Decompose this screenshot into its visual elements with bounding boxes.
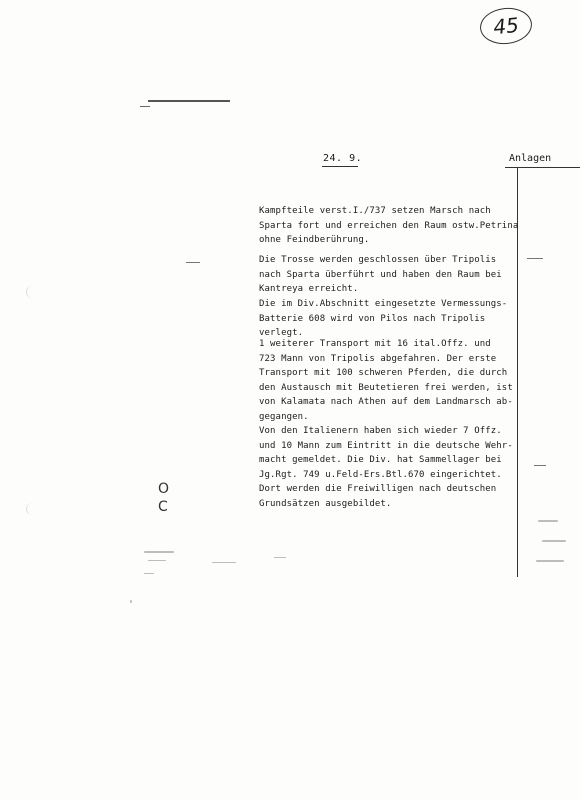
scan-speckle: [212, 562, 236, 563]
annex-column-heading: Anlagen: [509, 153, 552, 164]
paragraph-trains: Die Trosse werden geschlossen über Tripolis nach Sparta überführt und haben den Raum bei Kantreya erreicht.: [259, 255, 502, 294]
top-pen-stroke: [148, 100, 230, 102]
right-tick-mark: [534, 465, 546, 466]
top-pen-stroke-small: [140, 106, 150, 107]
entry-date: 24. 9.: [323, 153, 363, 164]
right-tick-mark: [527, 258, 543, 259]
paragraph-march: Kampfteile verst.I./737 setzen Marsch nach Sparta fort und erreichen den Raum ostw.Petrina ohne Feindberührung.: [259, 206, 519, 245]
punch-hole: [26, 286, 39, 298]
punch-hole: [26, 503, 39, 515]
scan-speckle: [148, 560, 166, 561]
scan-speckle: [144, 573, 154, 574]
page-number-stamp: 45: [478, 5, 533, 46]
paragraph-survey-battery: Die im Div.Abschnitt eingesetzte Vermessungs- Batterie 608 wird von Pilos nach Tripolis verlegt.: [259, 299, 508, 338]
scan-speckle: [130, 600, 132, 603]
scan-speckle: [542, 540, 566, 542]
scan-speckle: [538, 520, 558, 522]
scan-speckle: [144, 551, 174, 553]
margin-handwritten-marks: O C: [158, 481, 170, 515]
scan-speckle: [536, 560, 564, 562]
date-underline: [322, 166, 358, 167]
paragraph-volunteers: Von den Italienern haben sich wieder 7 Offz. und 10 Mann zum Eintritt in die deutsche Wehr- macht gemeldet. Die Div. hat Sammellager bei Jg.Rgt. 749 u.Feld-Ers.Btl.670 eingerichtet. Dort werden die Freiwilligen nach deutschen Grundsätzen ausgebildet.: [259, 426, 513, 509]
paragraph-transport: 1 weiterer Transport mit 16 ital.Offz. und 723 Mann von Tripolis abgefahren. Der erste Transport mit 100 schweren Pferden, die durch den Austausch mit Beutetieren frei werden, ist von Kalamata nach Athen auf dem Landmarsch ab- gegangen.: [259, 339, 513, 422]
left-tick-mark: [186, 262, 200, 263]
scan-speckle: [274, 557, 286, 558]
